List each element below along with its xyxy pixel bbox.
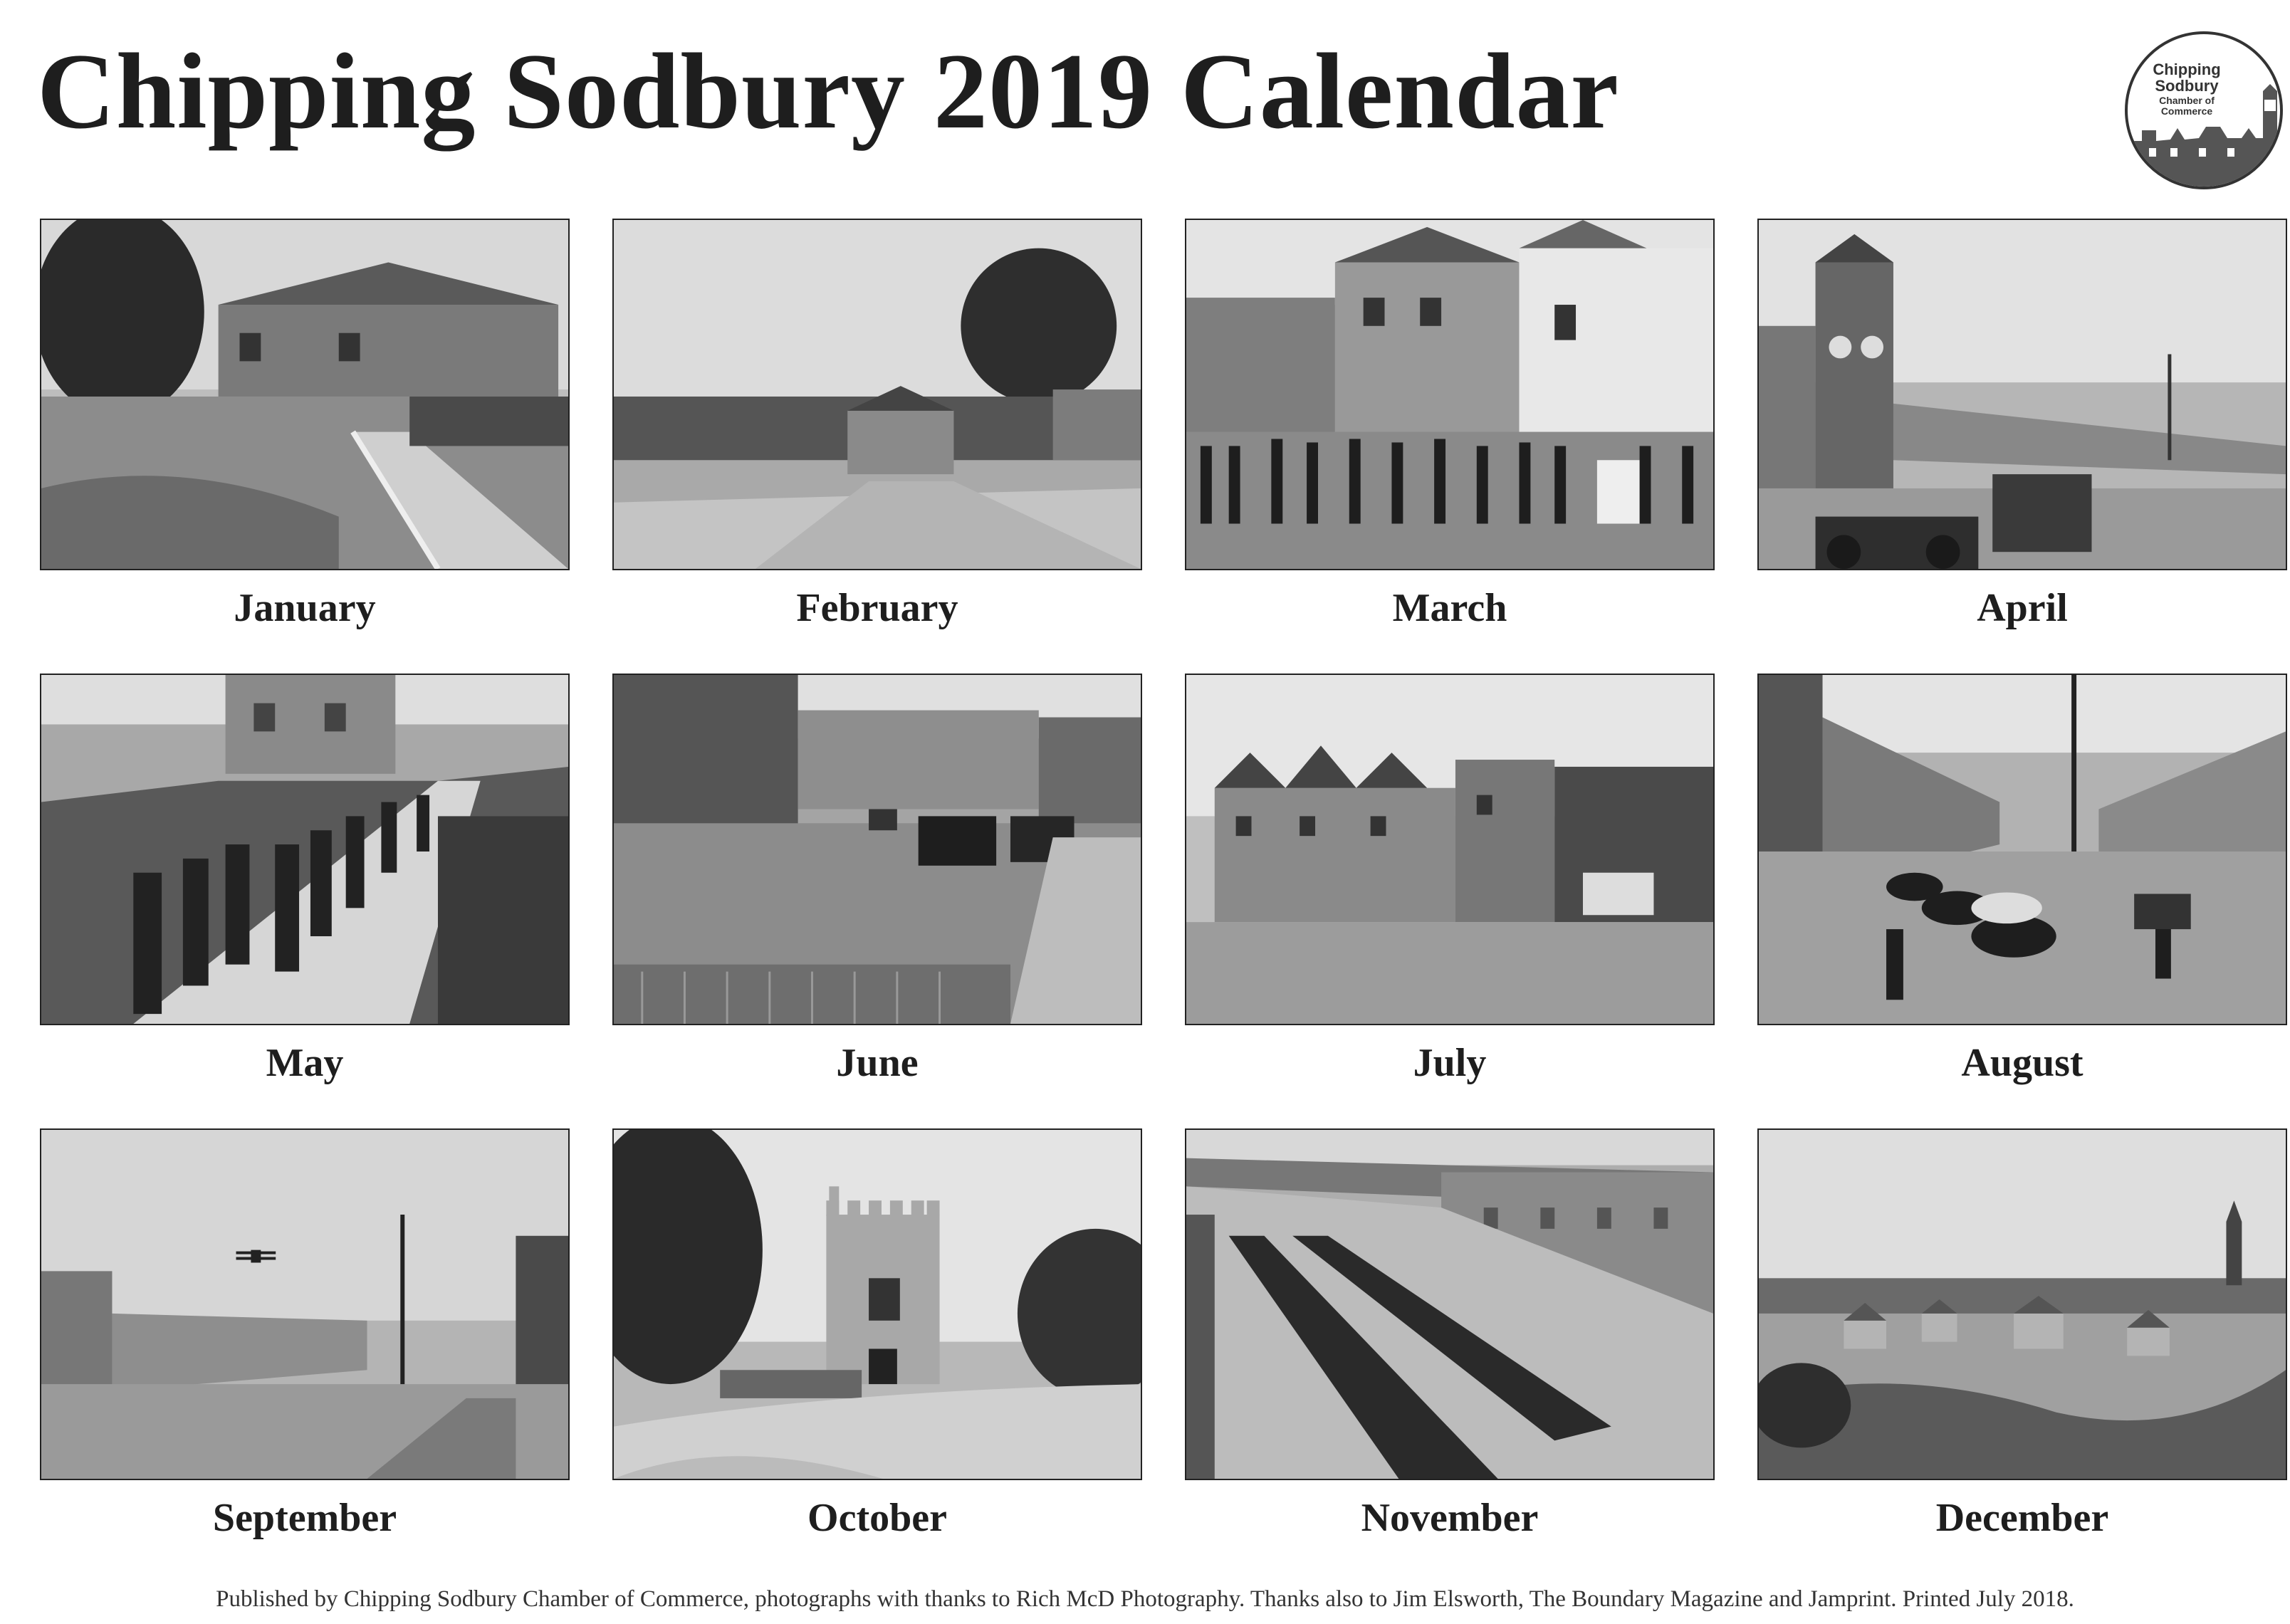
photo-street-vintage-cars-icon: [612, 674, 1142, 1025]
photo-cattle-market-icon: [1757, 674, 2287, 1025]
month-label: May: [266, 1041, 344, 1085]
month-february: [612, 219, 1142, 633]
month-label: September: [212, 1496, 397, 1540]
month-label: July: [1413, 1041, 1487, 1085]
chamber-logo: [2125, 31, 2283, 189]
month-label: January: [234, 586, 376, 630]
month-august: [1757, 674, 2287, 1088]
photo-parade-aerial-icon: [1185, 1128, 1715, 1480]
month-label: October: [807, 1496, 947, 1540]
footer-credits: Published by Chipping Sodbury Chamber of Commerce, photographs with thanks to Rich McD Photography. Thanks also to Jim Elsworth, The Boundary Magazine and Jamprint. Printed July 2018.: [216, 1586, 2074, 1612]
month-december: [1757, 1128, 2287, 1543]
month-july: [1185, 674, 1715, 1088]
month-label: June: [836, 1041, 919, 1085]
photo-soldiers-horses-inn-icon: [1185, 219, 1715, 570]
page-title: Chipping Sodbury 2019 Calendar: [37, 31, 1619, 151]
logo-line1: Chipping Sodbury: [2153, 61, 2221, 95]
month-label: April: [1977, 586, 2068, 630]
logo-line2: Chamber of Commerce: [2159, 95, 2215, 117]
month-label: February: [796, 586, 958, 630]
photo-biplane-street-icon: [40, 1128, 570, 1480]
month-may: [40, 674, 570, 1088]
month-november: [1185, 1128, 1715, 1543]
month-march: [1185, 219, 1715, 633]
month-april: [1757, 219, 2287, 633]
photo-town-panorama-icon: [1757, 1128, 2287, 1480]
month-label: March: [1392, 586, 1507, 630]
month-label: August: [1961, 1041, 2084, 1085]
month-october: [612, 1128, 1142, 1543]
month-label: December: [1935, 1496, 2109, 1540]
photo-gabled-houses-icon: [1185, 674, 1715, 1025]
photo-castellated-tower-icon: [612, 1128, 1142, 1480]
month-june: [612, 674, 1142, 1088]
photo-clock-tower-street-icon: [1757, 219, 2287, 570]
photo-soldiers-marching-icon: [40, 674, 570, 1025]
month-label: November: [1361, 1496, 1539, 1540]
month-september: [40, 1128, 570, 1543]
photo-road-tree-cottages-icon: [612, 219, 1142, 570]
month-january: [40, 219, 570, 633]
photo-village-stream-footbridge-icon: [40, 219, 570, 570]
